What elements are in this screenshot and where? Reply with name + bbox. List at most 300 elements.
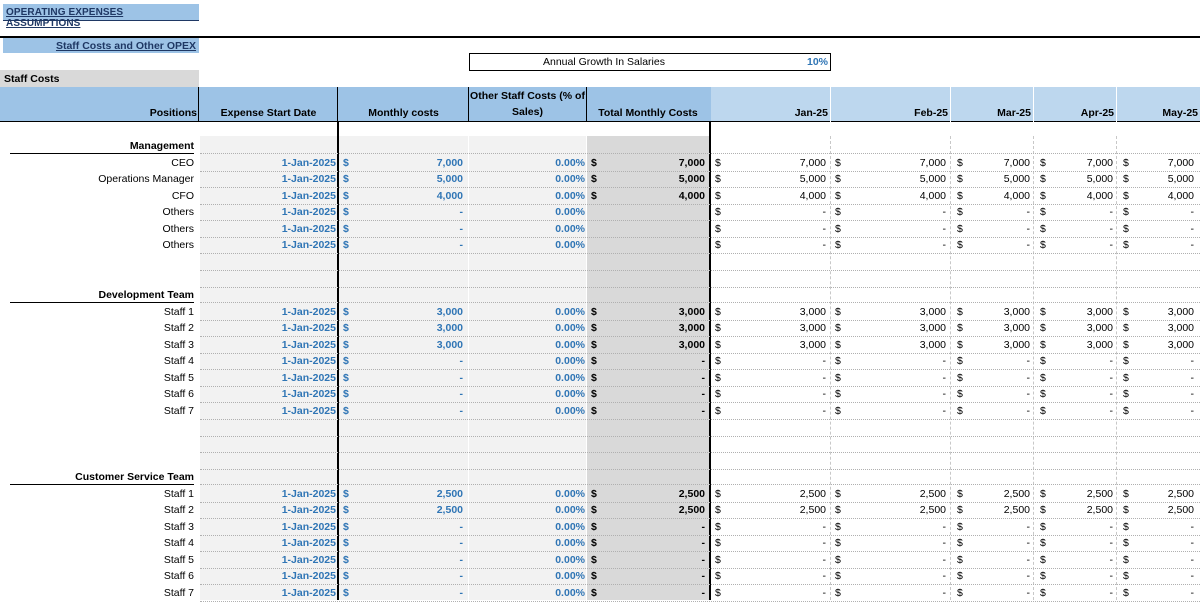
month-cost-cell[interactable]: - [942, 371, 946, 384]
monthly-cost-input[interactable]: - [459, 570, 463, 582]
other-costs-pct-input[interactable]: 0.00% [555, 404, 585, 417]
monthly-cost-input[interactable]: - [459, 404, 463, 417]
month-cost-cell[interactable]: - [822, 570, 826, 582]
month-cost-cell[interactable]: 2,500 [919, 487, 946, 500]
header-month-3[interactable]: Mar-25 [997, 107, 1031, 119]
month-cost-cell[interactable]: 5,000 [1086, 173, 1113, 185]
position-name[interactable]: Others [162, 222, 194, 235]
monthly-cost-input[interactable]: - [459, 520, 463, 533]
month-cost-cell[interactable]: - [1109, 239, 1113, 251]
position-name[interactable]: Staff 1 [163, 305, 194, 318]
position-name[interactable]: Staff 4 [163, 355, 194, 367]
month-cost-cell[interactable]: - [822, 206, 826, 218]
monthly-cost-input[interactable]: - [459, 553, 463, 566]
header-month-2[interactable]: Feb-25 [914, 107, 948, 119]
currency-symbol: $ [835, 222, 841, 235]
month-cost-cell[interactable]: - [942, 206, 946, 218]
currency-symbol: $ [1040, 338, 1046, 351]
position-name[interactable]: Staff 6 [163, 570, 194, 582]
currency-symbol: $ [343, 156, 349, 169]
month-cost-cell[interactable]: 2,500 [1086, 487, 1113, 500]
month-cost-cell[interactable]: - [1026, 553, 1030, 566]
month-cost-cell[interactable]: - [1190, 355, 1194, 367]
total-monthly-cost: - [701, 355, 705, 367]
start-date-input[interactable]: 1-Jan-2025 [281, 239, 336, 251]
currency-symbol: $ [1123, 537, 1129, 549]
header-other-line2: Sales) [512, 106, 543, 118]
month-cost-cell[interactable]: 5,000 [799, 173, 826, 185]
start-date-input[interactable]: 1-Jan-2025 [281, 371, 336, 384]
row-gridline [200, 270, 1200, 271]
month-cost-cell[interactable]: - [1109, 404, 1113, 417]
header-month-5[interactable]: May-25 [1162, 107, 1198, 119]
start-date-input[interactable]: 1-Jan-2025 [281, 222, 336, 235]
currency-symbol: $ [1040, 322, 1046, 334]
currency-symbol: $ [835, 553, 841, 566]
monthly-cost-input[interactable]: 4,000 [436, 189, 463, 202]
month-cost-cell[interactable]: - [822, 553, 826, 566]
currency-symbol: $ [835, 504, 841, 516]
currency-symbol: $ [715, 338, 721, 351]
header-start-date[interactable]: Expense Start Date [220, 107, 317, 119]
monthly-cost-input[interactable]: 7,000 [436, 156, 463, 169]
month-cost-cell[interactable]: 3,000 [1086, 338, 1113, 351]
month-cost-cell[interactable]: - [1109, 388, 1113, 400]
other-costs-pct-input[interactable]: 0.00% [555, 504, 585, 516]
other-costs-pct-input[interactable]: 0.00% [555, 520, 585, 533]
month-cost-cell[interactable]: - [1109, 222, 1113, 235]
total-monthly-cost: - [701, 520, 705, 533]
month-cost-cell[interactable]: 7,000 [1167, 156, 1194, 169]
start-date-input[interactable]: 1-Jan-2025 [281, 305, 336, 318]
total-monthly-cost: 5,000 [678, 173, 705, 185]
monthly-cost-input[interactable]: - [459, 371, 463, 384]
currency-symbol: $ [591, 371, 597, 384]
monthly-cost-input[interactable]: - [459, 586, 463, 599]
currency-symbol: $ [957, 189, 963, 202]
start-date-input[interactable]: 1-Jan-2025 [281, 355, 336, 367]
currency-symbol: $ [715, 305, 721, 318]
row-gridline [200, 419, 1200, 420]
month-cost-cell[interactable]: - [1190, 222, 1194, 235]
currency-symbol: $ [957, 322, 963, 334]
total-monthly-cost: 2,500 [678, 487, 705, 500]
currency-symbol: $ [957, 504, 963, 516]
position-name[interactable]: CFO [171, 189, 194, 202]
other-costs-pct-input[interactable]: 0.00% [555, 388, 585, 400]
currency-symbol: $ [1040, 504, 1046, 516]
month-cost-cell[interactable]: - [1190, 239, 1194, 251]
month-cost-cell[interactable]: - [822, 239, 826, 251]
month-cost-cell[interactable]: - [942, 404, 946, 417]
other-costs-pct-input[interactable]: 0.00% [555, 487, 585, 500]
monthly-cost-input[interactable]: - [459, 239, 463, 251]
currency-symbol: $ [957, 553, 963, 566]
other-costs-pct-input[interactable]: 0.00% [555, 371, 585, 384]
currency-symbol: $ [591, 189, 597, 202]
month-cost-cell[interactable]: 4,000 [919, 189, 946, 202]
other-costs-pct-input[interactable]: 0.00% [555, 189, 585, 202]
other-costs-pct-input[interactable]: 0.00% [555, 239, 585, 251]
month-cost-cell[interactable]: 2,500 [1167, 504, 1194, 516]
currency-symbol: $ [715, 222, 721, 235]
month-cost-cell[interactable]: - [942, 570, 946, 582]
month-cost-cell[interactable]: 7,000 [1003, 156, 1030, 169]
currency-symbol: $ [1040, 553, 1046, 566]
currency-symbol: $ [835, 388, 841, 400]
month-cost-cell[interactable]: 7,000 [919, 156, 946, 169]
start-date-input[interactable]: 1-Jan-2025 [281, 537, 336, 549]
currency-symbol: $ [1123, 404, 1129, 417]
total-monthly-cost: - [701, 371, 705, 384]
currency-symbol: $ [1040, 156, 1046, 169]
currency-symbol: $ [1040, 371, 1046, 384]
month-cost-cell[interactable]: 2,500 [1086, 504, 1113, 516]
month-cost-cell[interactable]: 4,000 [1003, 189, 1030, 202]
month-cost-cell[interactable]: - [942, 388, 946, 400]
currency-symbol: $ [1040, 537, 1046, 549]
month-cost-cell[interactable]: - [942, 586, 946, 599]
group-name[interactable]: Development Team [98, 289, 194, 301]
month-cost-cell[interactable]: 3,000 [1003, 322, 1030, 334]
position-name[interactable]: Staff 2 [163, 504, 194, 516]
table-row [0, 337, 1200, 354]
currency-symbol: $ [835, 239, 841, 251]
table-row [0, 552, 1200, 569]
position-name[interactable]: Others [162, 206, 194, 218]
month-cost-cell[interactable]: - [822, 355, 826, 367]
row-gridline [200, 601, 1200, 602]
currency-symbol: $ [835, 355, 841, 367]
total-monthly-cost: 3,000 [678, 322, 705, 334]
month-cost-cell[interactable]: 3,000 [1167, 305, 1194, 318]
currency-symbol: $ [835, 520, 841, 533]
start-date-input[interactable]: 1-Jan-2025 [281, 570, 336, 582]
position-name[interactable]: Staff 7 [163, 586, 194, 599]
position-name[interactable]: Staff 2 [163, 322, 194, 334]
monthly-cost-input[interactable]: - [459, 537, 463, 549]
month-cost-cell[interactable]: - [942, 520, 946, 533]
currency-symbol: $ [715, 404, 721, 417]
other-costs-pct-input[interactable]: 0.00% [555, 173, 585, 185]
other-costs-pct-input[interactable]: 0.00% [555, 222, 585, 235]
month-cost-cell[interactable]: 3,000 [919, 338, 946, 351]
other-costs-pct-input[interactable]: 0.00% [555, 586, 585, 599]
start-date-input[interactable]: 1-Jan-2025 [281, 388, 336, 400]
month-cost-cell[interactable]: 4,000 [1086, 189, 1113, 202]
month-cost-cell[interactable]: - [1109, 570, 1113, 582]
currency-symbol: $ [835, 586, 841, 599]
month-cost-cell[interactable]: - [942, 537, 946, 549]
start-date-input[interactable]: 1-Jan-2025 [281, 173, 336, 185]
month-cost-cell[interactable]: 7,000 [1086, 156, 1113, 169]
position-name[interactable]: Staff 3 [163, 520, 194, 533]
month-cost-cell[interactable]: - [1026, 388, 1030, 400]
header-total-monthly[interactable]: Total Monthly Costs [598, 107, 698, 119]
month-cost-cell[interactable]: 3,000 [799, 338, 826, 351]
growth-value-cell[interactable]: 10% [806, 56, 828, 68]
currency-symbol: $ [343, 239, 349, 251]
month-cost-cell[interactable]: - [1109, 355, 1113, 367]
currency-symbol: $ [343, 189, 349, 202]
currency-symbol: $ [591, 355, 597, 367]
position-name[interactable]: Staff 7 [163, 404, 194, 417]
start-date-input[interactable]: 1-Jan-2025 [281, 586, 336, 599]
section-title[interactable]: Staff Costs and Other OPEX [3, 38, 199, 53]
month-cost-cell[interactable]: - [1109, 206, 1113, 218]
start-date-input[interactable]: 1-Jan-2025 [281, 404, 336, 417]
currency-symbol: $ [591, 322, 597, 334]
monthly-cost-input[interactable]: - [459, 222, 463, 235]
position-name[interactable]: CEO [171, 156, 194, 169]
month-cost-cell[interactable]: 3,000 [1003, 305, 1030, 318]
other-costs-pct-input[interactable]: 0.00% [555, 206, 585, 218]
month-cost-cell[interactable]: 3,000 [1086, 322, 1113, 334]
currency-symbol: $ [343, 553, 349, 566]
currency-symbol: $ [715, 189, 721, 202]
month-cost-cell[interactable]: - [1190, 537, 1194, 549]
header-divider [337, 87, 338, 122]
monthly-cost-input[interactable]: - [459, 206, 463, 218]
group-name[interactable]: Customer Service Team [75, 471, 194, 483]
month-cost-cell[interactable]: 3,000 [1003, 338, 1030, 351]
position-name[interactable]: Staff 6 [163, 388, 194, 400]
month-cost-cell[interactable]: 4,000 [799, 189, 826, 202]
header-positions[interactable]: Positions [149, 107, 197, 119]
month-cost-cell[interactable]: 4,000 [1167, 189, 1194, 202]
month-cost-cell[interactable]: - [1109, 537, 1113, 549]
currency-symbol: $ [1123, 173, 1129, 185]
month-cost-cell[interactable]: 2,500 [1003, 504, 1030, 516]
total-monthly-cost: 3,000 [678, 305, 705, 318]
start-date-input[interactable]: 1-Jan-2025 [281, 487, 336, 500]
month-cost-cell[interactable]: - [1026, 239, 1030, 251]
other-costs-pct-input[interactable]: 0.00% [555, 305, 585, 318]
month-cost-cell[interactable]: 5,000 [1167, 173, 1194, 185]
month-cost-cell[interactable]: - [1109, 586, 1113, 599]
month-cost-cell[interactable]: - [822, 404, 826, 417]
table-row [0, 585, 1200, 602]
currency-symbol: $ [715, 537, 721, 549]
start-date-input[interactable]: 1-Jan-2025 [281, 322, 336, 334]
header-monthly-costs[interactable]: Monthly costs [368, 107, 439, 119]
month-cost-cell[interactable]: - [1109, 553, 1113, 566]
month-cost-cell[interactable]: - [1190, 570, 1194, 582]
month-cost-cell[interactable]: 7,000 [799, 156, 826, 169]
other-costs-pct-input[interactable]: 0.00% [555, 156, 585, 169]
position-name[interactable]: Others [162, 239, 194, 251]
currency-symbol: $ [957, 388, 963, 400]
month-cost-cell[interactable]: 2,500 [1003, 487, 1030, 500]
month-cost-cell[interactable]: - [1109, 371, 1113, 384]
currency-symbol: $ [715, 173, 721, 185]
header-other-staff-costs[interactable] [469, 88, 586, 122]
start-date-input[interactable]: 1-Jan-2025 [281, 338, 336, 351]
month-cost-cell[interactable]: 5,000 [919, 173, 946, 185]
currency-symbol: $ [957, 570, 963, 582]
currency-symbol: $ [343, 173, 349, 185]
other-costs-pct-input[interactable]: 0.00% [555, 355, 585, 367]
month-cost-cell[interactable]: - [1190, 371, 1194, 384]
month-cost-cell[interactable]: - [1026, 520, 1030, 533]
currency-symbol: $ [1040, 305, 1046, 318]
currency-symbol: $ [1123, 239, 1129, 251]
currency-symbol: $ [1123, 570, 1129, 582]
header-month-4[interactable]: Apr-25 [1080, 107, 1114, 119]
position-name[interactable]: Operations Manager [98, 173, 194, 185]
month-cost-cell[interactable]: - [822, 537, 826, 549]
start-date-input[interactable]: 1-Jan-2025 [281, 189, 336, 202]
month-cost-cell[interactable]: - [942, 553, 946, 566]
currency-symbol: $ [1040, 520, 1046, 533]
currency-symbol: $ [591, 553, 597, 566]
currency-symbol: $ [591, 570, 597, 582]
month-cost-cell[interactable]: - [1026, 371, 1030, 384]
month-cost-cell[interactable]: - [1026, 355, 1030, 367]
position-name[interactable]: Staff 5 [163, 371, 194, 384]
currency-symbol: $ [957, 338, 963, 351]
currency-symbol: $ [715, 371, 721, 384]
start-date-input[interactable]: 1-Jan-2025 [281, 206, 336, 218]
monthly-cost-input[interactable]: 3,000 [436, 322, 463, 334]
month-cost-cell[interactable]: 3,000 [919, 322, 946, 334]
total-monthly-cost: - [701, 586, 705, 599]
currency-symbol: $ [591, 504, 597, 516]
month-cost-cell[interactable]: - [1109, 520, 1113, 533]
currency-symbol: $ [591, 173, 597, 185]
currency-symbol: $ [835, 338, 841, 351]
currency-symbol: $ [957, 355, 963, 367]
month-cost-cell[interactable]: 3,000 [919, 305, 946, 318]
month-cost-cell[interactable]: 2,500 [919, 504, 946, 516]
currency-symbol: $ [1123, 338, 1129, 351]
start-date-input[interactable]: 1-Jan-2025 [281, 156, 336, 169]
monthly-cost-input[interactable]: 5,000 [436, 173, 463, 185]
month-cost-cell[interactable]: 3,000 [1086, 305, 1113, 318]
total-monthly-cost: - [701, 553, 705, 566]
table-row [0, 535, 1200, 552]
currency-symbol: $ [957, 156, 963, 169]
month-cost-cell[interactable]: 2,500 [799, 504, 826, 516]
position-name[interactable]: Staff 3 [163, 338, 194, 351]
month-cost-cell[interactable]: - [1190, 206, 1194, 218]
currency-symbol: $ [715, 355, 721, 367]
currency-symbol: $ [957, 305, 963, 318]
table-row [0, 403, 1200, 420]
currency-symbol: $ [715, 586, 721, 599]
month-cost-cell[interactable]: - [822, 586, 826, 599]
month-cost-cell[interactable]: - [822, 222, 826, 235]
month-cost-cell[interactable]: - [1190, 388, 1194, 400]
month-cost-cell[interactable]: 3,000 [1167, 322, 1194, 334]
monthly-cost-input[interactable]: - [459, 388, 463, 400]
currency-symbol: $ [957, 222, 963, 235]
month-cost-cell[interactable]: - [1026, 404, 1030, 417]
start-date-input[interactable]: 1-Jan-2025 [281, 520, 336, 533]
sheet-title-banner[interactable]: OPERATING EXPENSES ASSUMPTIONS [3, 4, 199, 21]
month-cost-cell[interactable]: 3,000 [799, 322, 826, 334]
currency-symbol: $ [715, 322, 721, 334]
currency-symbol: $ [1040, 222, 1046, 235]
table-row [0, 386, 1200, 403]
month-cost-cell[interactable]: 2,500 [799, 487, 826, 500]
currency-symbol: $ [1123, 322, 1129, 334]
other-costs-pct-input[interactable]: 0.00% [555, 570, 585, 582]
growth-label: Annual Growth In Salaries [543, 56, 665, 68]
group-name[interactable]: Management [129, 140, 194, 152]
total-monthly-cost: - [701, 537, 705, 549]
monthly-cost-input[interactable]: 2,500 [436, 487, 463, 500]
total-monthly-cost [598, 237, 705, 253]
currency-symbol: $ [957, 173, 963, 185]
table-row [0, 370, 1200, 387]
currency-symbol: $ [591, 404, 597, 417]
currency-symbol: $ [715, 553, 721, 566]
header-other-line1: Other Staff Costs (% of [470, 90, 585, 102]
month-cost-cell[interactable]: 3,000 [1167, 338, 1194, 351]
currency-symbol: $ [1123, 553, 1129, 566]
currency-symbol: $ [1040, 388, 1046, 400]
currency-symbol: $ [591, 537, 597, 549]
month-cost-cell[interactable]: 5,000 [1003, 173, 1030, 185]
monthly-cost-input[interactable]: 3,000 [436, 305, 463, 318]
monthly-cost-input[interactable]: - [459, 355, 463, 367]
other-costs-pct-input[interactable]: 0.00% [555, 553, 585, 566]
month-cost-cell[interactable]: - [822, 520, 826, 533]
month-cost-cell[interactable]: - [1026, 206, 1030, 218]
header-month-1[interactable]: Jan-25 [794, 107, 828, 119]
currency-symbol: $ [1040, 586, 1046, 599]
month-cost-cell[interactable]: - [942, 355, 946, 367]
position-name[interactable]: Staff 5 [163, 553, 194, 566]
start-date-input[interactable]: 1-Jan-2025 [281, 504, 336, 516]
start-date-input[interactable]: 1-Jan-2025 [281, 553, 336, 566]
other-costs-pct-input[interactable]: 0.00% [555, 537, 585, 549]
month-cost-cell[interactable]: - [822, 388, 826, 400]
currency-symbol: $ [343, 206, 349, 218]
currency-symbol: $ [835, 322, 841, 334]
currency-symbol: $ [1123, 388, 1129, 400]
currency-symbol: $ [343, 504, 349, 516]
month-cost-cell[interactable]: 2,500 [1167, 487, 1194, 500]
monthly-cost-input[interactable]: 3,000 [436, 338, 463, 351]
monthly-cost-input[interactable]: 2,500 [436, 504, 463, 516]
currency-symbol: $ [835, 206, 841, 218]
other-costs-pct-input[interactable]: 0.00% [555, 338, 585, 351]
other-costs-pct-input[interactable]: 0.00% [555, 322, 585, 334]
month-cost-cell[interactable]: - [942, 222, 946, 235]
month-cost-cell[interactable]: - [1190, 553, 1194, 566]
month-cost-cell[interactable]: - [1026, 537, 1030, 549]
currency-symbol: $ [835, 570, 841, 582]
month-cost-cell[interactable]: 3,000 [799, 305, 826, 318]
position-name[interactable]: Staff 1 [163, 487, 194, 500]
position-name[interactable]: Staff 4 [163, 537, 194, 549]
month-cost-cell[interactable]: - [1026, 586, 1030, 599]
month-cost-cell[interactable]: - [1026, 570, 1030, 582]
table-row [0, 204, 1200, 221]
staff-costs-label: Staff Costs [0, 70, 199, 87]
month-cost-cell[interactable]: - [1026, 222, 1030, 235]
month-cost-cell[interactable]: - [1190, 404, 1194, 417]
month-cost-cell[interactable]: - [822, 371, 826, 384]
currency-symbol: $ [715, 156, 721, 169]
total-monthly-cost: - [701, 570, 705, 582]
month-cost-cell[interactable]: - [1190, 586, 1194, 599]
month-cost-cell[interactable]: - [942, 239, 946, 251]
currency-symbol: $ [591, 586, 597, 599]
month-cost-cell[interactable]: - [1190, 520, 1194, 533]
